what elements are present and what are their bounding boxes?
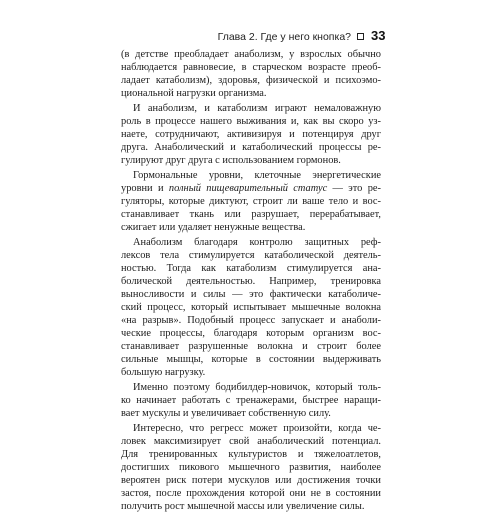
paragraph [121,381,381,420]
paragraph [121,102,381,167]
italic-phrase: полный пищеварительный статус [168,183,328,194]
text-line: наблюдается равновесие, в старческом возрасте преоб- [121,62,381,73]
text-line: застоя, после прохождения которой они не в состоянии [121,488,381,499]
chapter-title: Глава 2. Где у него кнопка? [217,31,351,43]
text-line: ческие процессы, благодаря которым организм вос- [121,328,381,339]
text-line: Для тренированных культуристов и тяжелоатлетов, [121,449,381,460]
text-line: выносливости и силы — это фактически катаболиче- [121,289,381,300]
text-line: сжигает или удаляет ненужные вещества. [121,222,306,233]
text-line: роль в процессе нашего выживания и, как вы скоро уз- [121,116,381,127]
text-line: И анаболизм, и катаболизм играют немаловажную [133,103,381,114]
text-line: ностью. Тогда как катаболизм стимулируется ана- [121,263,381,274]
text-line: Гормональные уровни, клеточные энергетические [133,170,381,181]
text-line: болической деятельностью. Например, тренировка [121,276,381,287]
text-line: гуляторы, которые диктуют, строит ли ваше тело и вос- [121,196,381,207]
text-line: гулируют друг друга с использованием гормонов. [121,155,341,166]
text-line: достигших пикового мышечного развития, наиболее [121,462,381,473]
text-line: Именно поэтому бодибилдер-новичок, который толь- [133,382,381,393]
text-line: получить рост мышечной массы или увеличение силы. [121,501,365,512]
text-line: вает мускулы и увеличивает собственную силу. [121,408,331,419]
text-line [121,182,381,195]
text-line: ко начинает работать с тренажерами, быстрее наращи- [121,395,381,406]
page-number: 33 [371,28,386,43]
text-line: большую нагрузку. [121,367,206,378]
paragraph [121,236,381,379]
running-header [0,27,500,47]
text-line: станавливает разрушенные волокна и строит более [121,341,381,352]
text-line: вероятен риск потери мускулов или достижения точки [121,475,381,486]
square-bullet-icon [357,33,364,40]
text-line: станавливает ткань или разрушает, перерабатывает, [121,209,381,220]
text-line: друга. Анаболический и катаболический процессы ре- [121,142,381,153]
text-line: лексов тела стимулируется катаболической деятель- [121,250,381,261]
text-line: Интересно, что регресс может произойти, когда че- [133,423,381,434]
paragraph [121,48,381,100]
text-line: циональной нагрузки организма. [121,88,267,99]
text-run: уровни и [121,183,169,194]
text-line: ладает катаболизм), здоровья, физической и психоэмо- [121,75,381,86]
text-line: (в детстве преобладает анаболизм, у взрослых обычно [121,49,381,60]
page-body [121,48,381,515]
text-line: ский процесс, который испытывает мышечные волокна [121,302,381,313]
text-line: наете, сотрудничают, активизируя и потенцируя друг [121,129,381,140]
text-line: ловек максимизирует свой анаболический потенциал. [121,436,381,447]
text-run: — это ре- [327,183,381,194]
paragraph [121,422,381,513]
text-line: сильные мышцы, которые в состоянии выдерживать [121,354,381,365]
text-line: «на разрыв». Подобный процесс запускает и анаболи- [121,315,381,326]
text-line: Анаболизм благодаря контролю защитных реф- [133,237,381,248]
paragraph [121,169,381,234]
